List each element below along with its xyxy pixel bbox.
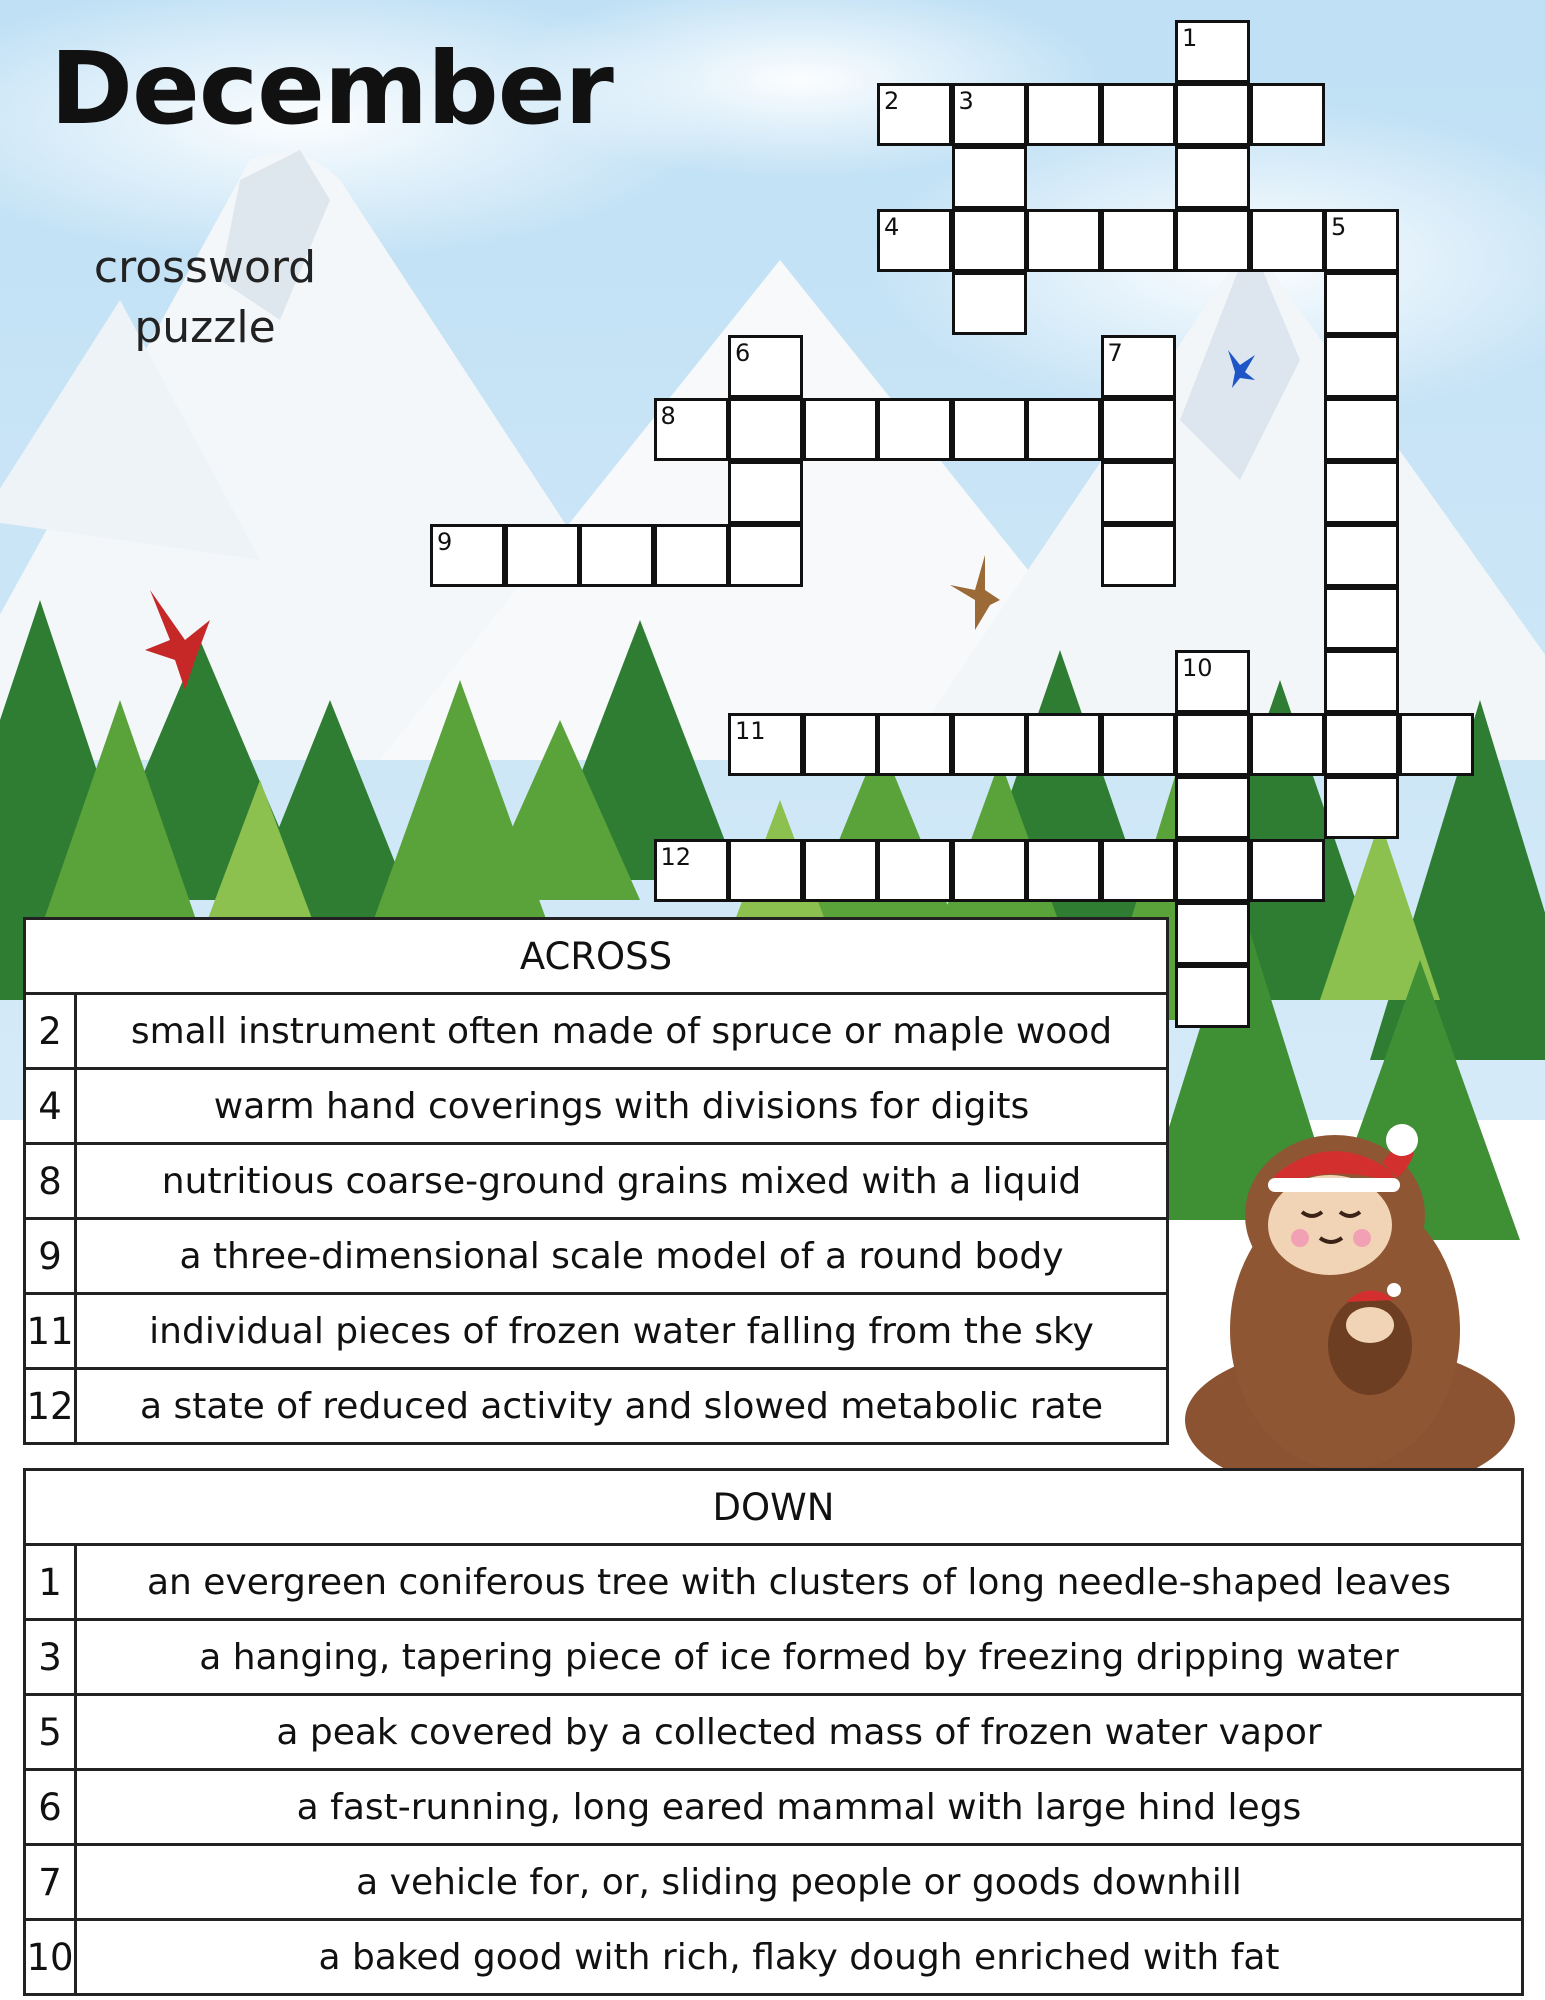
crossword-cell[interactable] [1175, 776, 1250, 839]
clue-row [25, 1770, 1523, 1845]
clue-row [25, 1294, 1168, 1369]
cell-clue-number: 8 [660, 402, 676, 430]
crossword-cell[interactable] [1175, 902, 1250, 965]
crossword-cell[interactable] [1175, 209, 1250, 272]
crossword-cell[interactable] [1026, 83, 1101, 146]
crossword-cell[interactable] [952, 839, 1027, 902]
clue-text: a peak covered by a collected mass of frozen water vapor [76, 1695, 1523, 1770]
clue-number: 3 [25, 1620, 76, 1695]
cell-clue-number: 3 [958, 87, 974, 115]
clue-number: 1 [25, 1545, 76, 1620]
cell-clue-number: 5 [1331, 213, 1347, 241]
crossword-cell[interactable] [1324, 713, 1399, 776]
crossword-cell[interactable] [1101, 839, 1176, 902]
crossword-cell[interactable] [1175, 839, 1250, 902]
page-subtitle [80, 238, 330, 358]
clue-number: 12 [25, 1369, 76, 1444]
crossword-cell[interactable] [728, 839, 803, 902]
clue-text: individual pieces of frozen water falling from the sky [76, 1294, 1168, 1369]
clue-text: a three-dimensional scale model of a round body [76, 1219, 1168, 1294]
crossword-cell[interactable] [1250, 209, 1325, 272]
crossword-cell[interactable] [1101, 398, 1176, 461]
crossword-cell[interactable] [579, 524, 654, 587]
crossword-cell[interactable] [1101, 713, 1176, 776]
crossword-cell[interactable] [952, 398, 1027, 461]
crossword-cell[interactable] [728, 713, 803, 776]
cell-clue-number: 1 [1182, 24, 1198, 52]
clue-row [25, 1545, 1523, 1620]
clue-number: 11 [25, 1294, 76, 1369]
page-title: December [50, 30, 613, 147]
clue-text: small instrument often made of spruce or maple wood [76, 994, 1168, 1069]
crossword-cell[interactable] [1324, 587, 1399, 650]
crossword-cell[interactable] [1324, 650, 1399, 713]
crossword-cell[interactable] [1175, 650, 1250, 713]
crossword-cell[interactable] [803, 839, 878, 902]
crossword-cell[interactable] [1324, 398, 1399, 461]
cell-clue-number: 2 [884, 87, 900, 115]
crossword-cell[interactable] [1175, 146, 1250, 209]
crossword-cell[interactable] [1175, 83, 1250, 146]
crossword-cell[interactable] [1101, 83, 1176, 146]
clue-text: a fast-running, long eared mammal with large hind legs [76, 1770, 1523, 1845]
down-clues-table [23, 1468, 1524, 1996]
clue-text: a state of reduced activity and slowed metabolic rate [76, 1369, 1168, 1444]
cell-clue-number: 4 [884, 213, 900, 241]
clue-row [25, 1369, 1168, 1444]
crossword-cell[interactable] [877, 83, 952, 146]
clue-number: 5 [25, 1695, 76, 1770]
clue-text: a hanging, tapering piece of ice formed by freezing dripping water [76, 1620, 1523, 1695]
subtitle-line: crossword [93, 242, 317, 293]
clue-text: a vehicle for, or, sliding people or goods downhill [76, 1845, 1523, 1920]
crossword-cell[interactable] [877, 713, 952, 776]
crossword-cell[interactable] [1175, 713, 1250, 776]
cell-clue-number: 12 [660, 843, 692, 871]
subtitle-line: puzzle [134, 302, 276, 353]
crossword-cell[interactable] [1026, 398, 1101, 461]
crossword-cell[interactable] [1250, 839, 1325, 902]
clue-number: 8 [25, 1144, 76, 1219]
clue-number: 6 [25, 1770, 76, 1845]
crossword-cell[interactable] [952, 83, 1027, 146]
clue-text: nutritious coarse-ground grains mixed with a liquid [76, 1144, 1168, 1219]
clue-row [25, 1069, 1168, 1144]
across-clues-table [23, 917, 1169, 1445]
clue-number: 2 [25, 994, 76, 1069]
crossword-cell[interactable] [1026, 209, 1101, 272]
crossword-cell[interactable] [1399, 713, 1474, 776]
crossword-cell[interactable] [803, 398, 878, 461]
crossword-cell[interactable] [1324, 776, 1399, 839]
clue-text: an evergreen coniferous tree with clusters of long needle-shaped leaves [76, 1545, 1523, 1620]
crossword-cell[interactable] [1101, 335, 1176, 398]
clue-row [25, 1920, 1523, 1995]
cell-clue-number: 9 [437, 528, 453, 556]
clue-number: 10 [25, 1920, 76, 1995]
crossword-cell[interactable] [1324, 461, 1399, 524]
crossword-cell[interactable] [1101, 461, 1176, 524]
cell-clue-number: 7 [1107, 339, 1123, 367]
cell-clue-number: 11 [735, 717, 766, 745]
crossword-cell[interactable] [877, 398, 952, 461]
crossword-cell[interactable] [1250, 713, 1325, 776]
clue-row [25, 1845, 1523, 1920]
clue-row [25, 994, 1168, 1069]
crossword-cell[interactable] [877, 839, 952, 902]
clue-number: 9 [25, 1219, 76, 1294]
cell-clue-number: 6 [735, 339, 751, 367]
across-header: ACROSS [25, 919, 1168, 994]
crossword-cell[interactable] [728, 335, 803, 398]
crossword-cell[interactable] [728, 461, 803, 524]
crossword-cell[interactable] [1324, 209, 1399, 272]
clue-number: 4 [25, 1069, 76, 1144]
crossword-cell[interactable] [877, 209, 952, 272]
cell-clue-number: 10 [1182, 654, 1213, 682]
clue-row [25, 1620, 1523, 1695]
clue-row [25, 1219, 1168, 1294]
crossword-cell[interactable] [952, 209, 1027, 272]
down-header: DOWN [25, 1470, 1523, 1545]
crossword-cell[interactable] [728, 398, 803, 461]
clue-text: warm hand coverings with divisions for digits [76, 1069, 1168, 1144]
crossword-cell[interactable] [803, 713, 878, 776]
crossword-cell[interactable] [1324, 524, 1399, 587]
crossword-cell[interactable] [654, 398, 729, 461]
crossword-cell[interactable] [654, 839, 729, 902]
crossword-cell[interactable] [1175, 965, 1250, 1028]
crossword-cell[interactable] [1324, 335, 1399, 398]
crossword-cell[interactable] [952, 146, 1027, 209]
crossword-cell[interactable] [1324, 272, 1399, 335]
crossword-cell[interactable] [1101, 209, 1176, 272]
clue-text: a baked good with rich, flaky dough enriched with fat [76, 1920, 1523, 1995]
clue-row [25, 1144, 1168, 1219]
crossword-cell[interactable] [1101, 524, 1176, 587]
crossword-cell[interactable] [728, 524, 803, 587]
crossword-cell[interactable] [952, 272, 1027, 335]
crossword-cell[interactable] [952, 713, 1027, 776]
crossword-cell[interactable] [505, 524, 580, 587]
clue-row [25, 1695, 1523, 1770]
crossword-cell[interactable] [430, 524, 505, 587]
crossword-cell[interactable] [1250, 83, 1325, 146]
crossword-cell[interactable] [1026, 839, 1101, 902]
crossword-cell[interactable] [1175, 20, 1250, 83]
crossword-cell[interactable] [654, 524, 729, 587]
clue-number: 7 [25, 1845, 76, 1920]
crossword-cell[interactable] [1026, 713, 1101, 776]
